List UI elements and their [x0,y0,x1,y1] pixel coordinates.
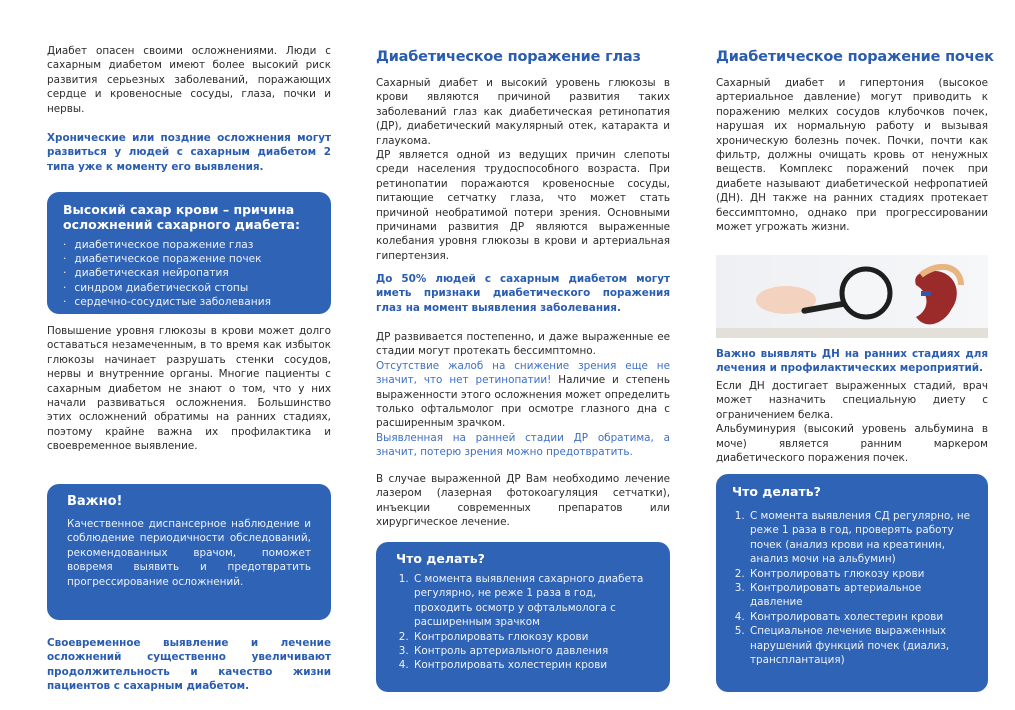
eyes-p4 [376,359,670,431]
box-title: Высокий сахар крови – причина осложнений сахарного диабета: [63,202,300,232]
eyes-p2: ДР является одной из ведущих причин слепоты среди населения трудоспособного возраста. При ретинопатии поражаются кровеносные сосуды, питающие сетчатку глаза, что может стать причиной необратимой потери зрения. Основными причинами развития ДР являются выраженные колебания уровня глюкозы в крови и артериальная гипертензия. [376,149,670,262]
kidneys-highlight: Важно выявлять ДН на ранних стадиях для лечения и профилактических мероприятий. [716,348,988,375]
complications-list [63,238,315,309]
list-item: · сердечно-сосудистые заболевания [63,295,315,309]
box-title: Что делать? [396,551,485,566]
important-box [47,484,331,620]
box-title: Что делать? [732,484,821,499]
eyes-reversible: Выявленная на ранней стадии ДР обратима, а значит, потерю зрения можно предотвратить. [376,431,670,459]
list-item: 2. Контролировать глюкозу крови [412,630,654,644]
eyes-text [376,76,670,263]
list-item: 3. Контроль артериального давления [412,644,654,658]
list-item: 3. Контролировать артериальное давление [748,581,974,610]
kidney-magnifier-photo [716,255,988,338]
list-item: 4. Контролировать холестерин крови [748,610,974,624]
kidneys-p1: Сахарный диабет и гипертония (высокое артериальное давление) могут приводить к поражению мелких сосудов клубочков почек, нарушая их нормальную работу и вызывая хроническую болезнь почек. Почки, почти как фильтр, должны очищать кровь от ненужных веществ. Комплекс поражений почек при диабете называют диабетической нефропатией (ДН). ДН также на ранних стадиях протекает бессимптомно, однако при прогрессировании может угрожать жизни. [716,77,988,234]
kidneys-what-to-do-box [716,474,988,692]
high-sugar-box [47,192,331,314]
list-item: · диабетическая нейропатия [63,266,315,280]
eyes-warning: Отсутствие жалоб на снижение зрения еще не значит, что нет ретинопатии! [376,359,670,387]
kidneys-p2: Если ДН достигает выраженных стадий, врач может назначить специальную диету с ограничением белка. [716,380,988,421]
kidneys-text-2 [716,379,988,465]
list-item: 2. Контролировать глюкозу крови [748,567,974,581]
eyes-what-to-do-box [376,542,670,692]
kidneys-title: Диабетическое поражение почек [716,49,994,65]
list-item: 1. С момента выявления сахарного диабета регулярно, не реже 1 раза в год, проходить осмотр у офтальмолога с расширенным зрачком [412,572,654,630]
list-item: · диабетическое поражение глаз [63,238,315,252]
eyes-text-2 [376,330,670,460]
eyes-p3: ДР развивается постепенно, и даже выраженные ее стадии могут протекать бессимптомно. [376,331,670,358]
glucose-paragraph: Повышение уровня глюкозы в крови может долго оставаться незамеченным, в то время как избыток глюкозы начинает разрушать стенки сосудов, нервы и внутренние органы. Многие пациенты с сахарным диабетом не знают о том, что у них начали развиваться осложнения. Большинство этих осложнений обратимы на ранних стадиях, поэтому крайне важна их профилактика и своевременное выявление. [47,325,331,453]
eyes-treatment: В случае выраженной ДР Вам необходимо лечение лазером (лазерная фотокоагуляция сетчатки), инъекции современных препаратов или хирургическое лечение. [376,473,670,529]
kidneys-steps [732,509,974,667]
list-item: 5. Специальное лечение выраженных нарушений функций почек (диализ, трансплантация) [748,624,974,667]
list-item: 4. Контролировать холестерин крови [412,658,654,672]
box-title: Важно! [67,494,123,509]
list-item: · синдром диабетической стопы [63,281,315,295]
list-item: 1. С момента выявления СД регулярно, не реже 1 раза в год, проверять работу почек (анализ крови на креатинин, анализ мочи на альбумин) [748,509,974,567]
eyes-p1: Сахарный диабет и высокий уровень глюкозы в крови являются причиной развития таких заболеваний глаз как диабетическая ретинопатия (ДР), диабетический макулярный отек, катаракта и глаукома. [376,77,670,147]
eyes-title: Диабетическое поражение глаз [376,49,641,65]
complications-highlight: Хронические или поздние осложнения могут развиться у людей с сахарным диабетом 2 типа уже к моменту его выявления. [47,132,331,173]
eyes-steps [396,572,654,673]
eyes-p4-rest: Наличие и степень выраженности этого осложнения может определить только офтальмолог при осмотре глазного дна с расширенным зрачком. [376,374,670,430]
kidneys-p3: Альбуминурия (высокий уровень альбумина в моче) является ранним маркером диабетического поражения почек. [716,423,988,465]
list-item: · диабетическое поражение почек [63,252,315,266]
eyes-highlight: До 50% людей с сахарным диабетом могут иметь признаки диабетического поражения глаз на момент выявления заболевания. [376,273,670,314]
intro-paragraph: Диабет опасен своими осложнениями. Люди с сахарным диабетом имеют более высокий риск развития серьезных заболеваний, поражающих сердце и кровеносные сосуды, глаза, почки и нервы. [47,45,331,115]
closing-highlight: Своевременное выявление и лечение осложнений существенно увеличивают продолжительность и качество жизни пациентов с сахарным диабетом. [47,637,331,693]
important-text: Качественное диспансерное наблюдение и соблюдение периодичности обследований, рекомендованных врачом, поможет вовремя выявить и предотвратить прогрессирование осложнений. [67,518,311,588]
